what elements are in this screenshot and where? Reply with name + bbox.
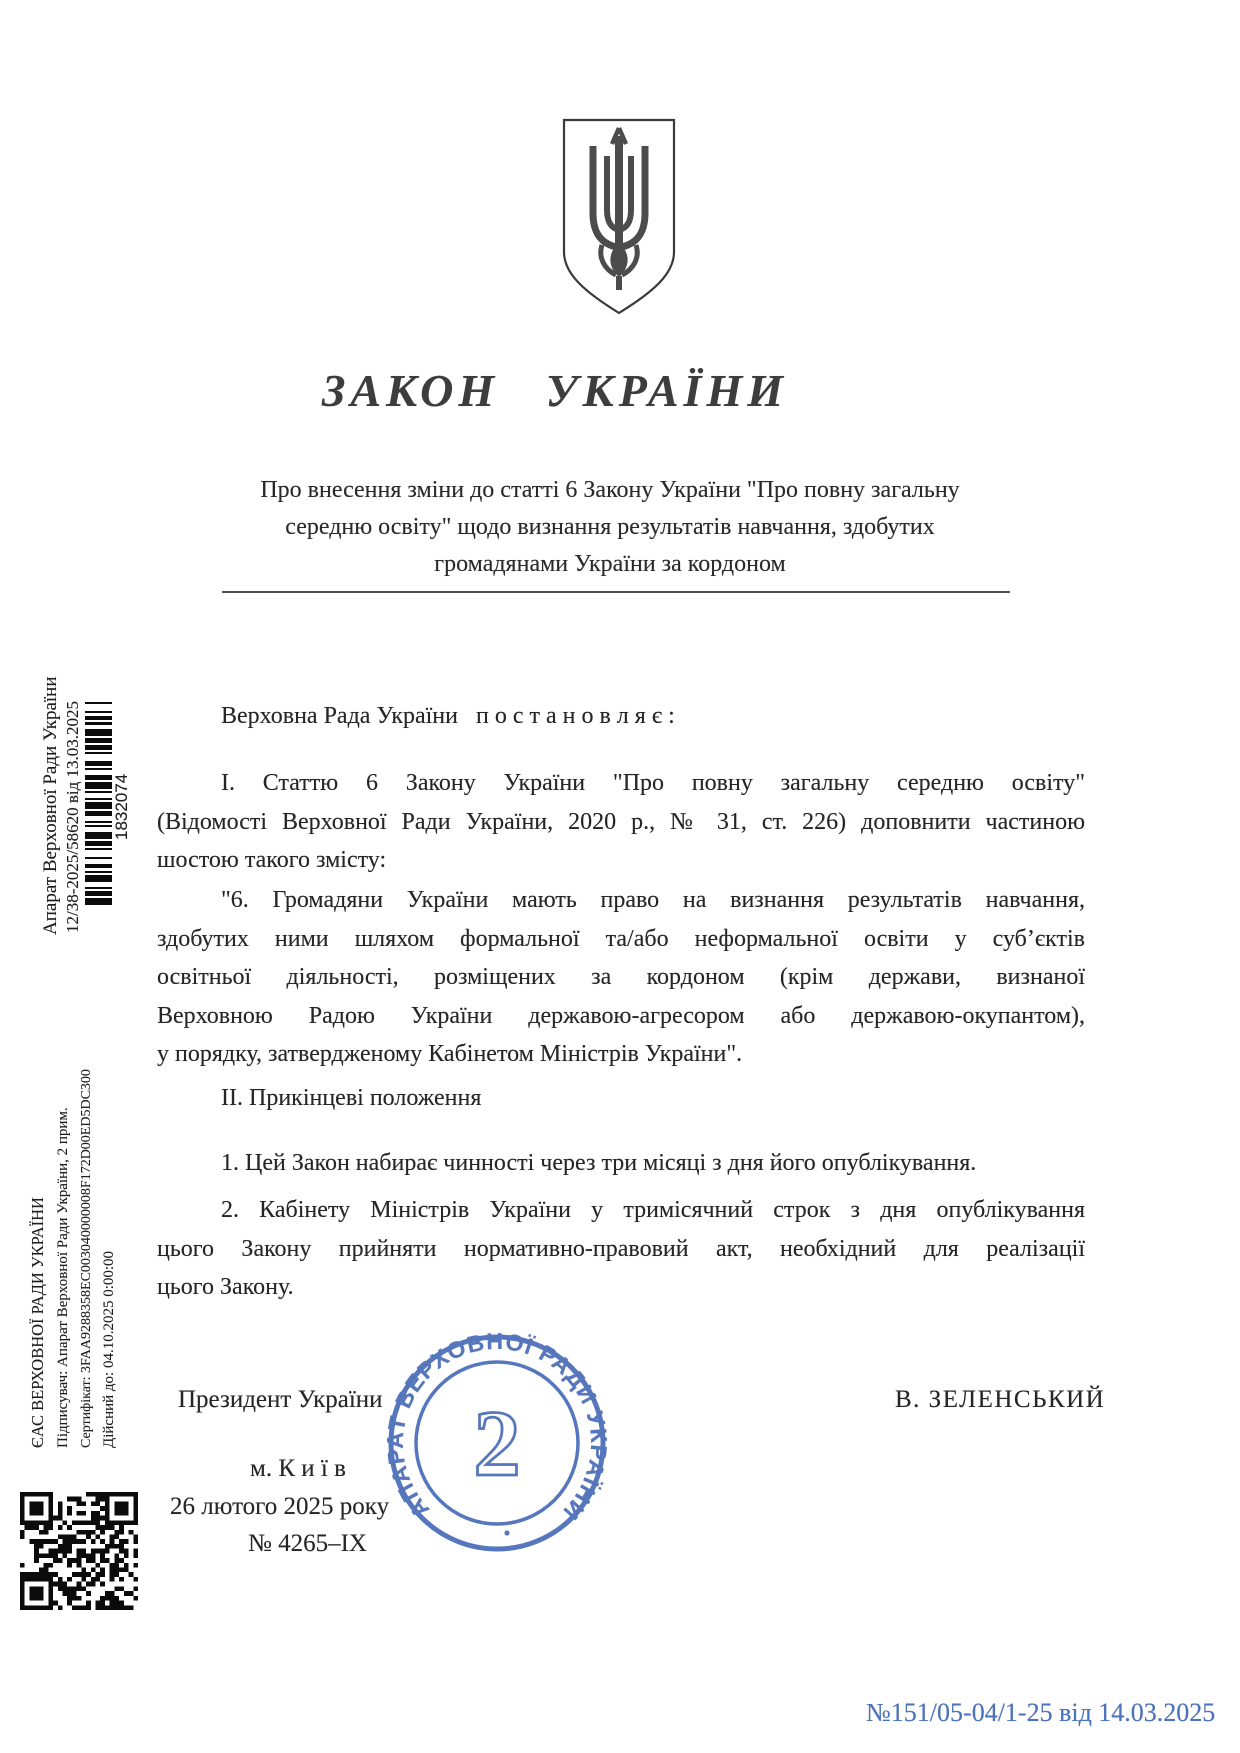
barcode-bar xyxy=(85,887,112,889)
barcode-bar xyxy=(85,850,112,857)
barcode-bar xyxy=(85,752,112,754)
barcode-bar xyxy=(85,809,112,811)
page-title: ЗАКОН УКРАЇНИ xyxy=(321,365,789,416)
barcode-bar xyxy=(85,839,112,841)
barcode-bar xyxy=(85,800,112,802)
barcode-bar xyxy=(85,811,112,816)
subtitle-line: середню освіту" щодо визнання результатів навчання, здобутих xyxy=(285,514,935,540)
paragraph-line: освітньої діяльності, розміщених за кордоном (крім держави, визнаної xyxy=(157,964,1085,990)
barcode-bar xyxy=(85,864,112,869)
barcode-bar xyxy=(85,846,112,848)
margin-validity-line: Дійсний до: 04.10.2025 0:00:00 xyxy=(101,1250,117,1448)
margin-system-line: ЄАС ВЕРХОВНОЇ РАДИ УКРАЇНИ xyxy=(28,1197,47,1448)
signature-name: В. ЗЕЛЕНСЬКИЙ xyxy=(895,1386,1106,1413)
date-line: 26 лютого 2025 року xyxy=(170,1493,390,1520)
barcode-bar xyxy=(85,816,112,821)
paragraph-new-part-6 xyxy=(157,881,1085,1074)
barcode-bar xyxy=(85,869,112,871)
barcode-bar xyxy=(85,745,112,750)
signature-role: Президент України xyxy=(178,1386,383,1413)
paragraph-line: цього Закону прийняти нормативно-правовий акт, необхідний для реалізації xyxy=(157,1235,1085,1262)
barcode-bar xyxy=(85,841,112,846)
qr-code-icon xyxy=(20,1492,138,1610)
paragraph-line: 2. Кабінету Міністрів України у тримісячний строк з дня опублікування xyxy=(221,1197,1085,1223)
subtitle-line: громадянами України за кордоном xyxy=(434,551,786,577)
stamp-copy-number: 2 xyxy=(473,1392,521,1496)
margin-certificate-line: Сертифікат: 3FAA9288358EC003040000008F172D00ED5DC300 xyxy=(79,1069,94,1448)
paragraph-line: (Відомості Верховної Ради України, 2020 р., № 31, ст. 226) доповнити частиною xyxy=(157,808,1085,835)
margin-signer-line: Підписувач: Апарат Верховної Ради України, 2 прим. xyxy=(55,1107,71,1448)
law-number: № 4265–ІХ xyxy=(248,1530,367,1557)
ukraine-trident-emblem-icon xyxy=(558,116,680,318)
barcode-bar xyxy=(85,848,112,850)
barcode-bar xyxy=(85,702,112,704)
barcode-bar xyxy=(85,871,112,873)
enactment-clause: Верховна Рада України п о с т а н о в л я є : xyxy=(221,703,675,729)
paragraph-line: Верховною Радою України державою-агресором або державою-окупантом), xyxy=(157,1002,1085,1029)
city-line: м. К и ї в xyxy=(250,1455,346,1482)
barcode-bar xyxy=(85,891,112,896)
barcode-bar xyxy=(85,827,112,832)
margin-office-line: Апарат Верховної Ради України xyxy=(40,676,61,935)
barcode-bar xyxy=(85,782,112,789)
barcode-number: 1832074 xyxy=(112,773,131,840)
footer-reference: №151/05-04/1-25 від 14.03.2025 xyxy=(866,1698,1216,1727)
barcode-bar xyxy=(85,859,112,864)
barcode-bar xyxy=(85,793,112,798)
paragraph-article-1 xyxy=(157,764,1085,880)
barcode-bar xyxy=(85,768,112,770)
paragraph-cabinet-task xyxy=(157,1191,1085,1307)
barcode-bar xyxy=(85,761,112,766)
round-stamp-icon xyxy=(375,1321,619,1565)
barcode-bar xyxy=(85,713,112,715)
barcode-bar xyxy=(85,738,112,743)
barcode-bar xyxy=(85,743,112,745)
barcode-bar xyxy=(85,754,112,761)
barcode-bar xyxy=(85,720,112,722)
barcode-icon xyxy=(85,697,112,905)
section-2-heading: ІІ. Прикінцеві положення xyxy=(221,1085,482,1111)
paragraph-line: шостою такого змісту: xyxy=(157,847,387,873)
barcode-bar xyxy=(85,736,112,738)
paragraph-line: у порядку, затвердженому Кабінетом Міністрів України". xyxy=(157,1041,743,1067)
barcode-bar xyxy=(85,766,112,768)
barcode-bar xyxy=(85,896,112,898)
stamp-ring-text: АПАРАТ ВЕРХОВНОЇ РАДИ УКРАЇНИ xyxy=(381,1327,613,1526)
barcode-bar xyxy=(85,697,112,702)
barcode-bar xyxy=(85,729,112,736)
paragraph-entry-into-force: 1. Цей Закон набирає чинності через три місяці з дня його опублікування. xyxy=(221,1150,977,1176)
stamp-separator-dot xyxy=(504,1530,509,1535)
barcode-bar xyxy=(85,882,112,887)
barcode-bar xyxy=(85,723,112,725)
subtitle-line: Про внесення зміни до статті 6 Закону України "Про повну загальну xyxy=(260,477,960,503)
barcode-bar xyxy=(85,802,112,809)
barcode-bar xyxy=(85,821,112,823)
margin-registration-number: 12/38-2025/58620 від 13.03.2025 xyxy=(63,700,82,933)
barcode-bar xyxy=(85,780,112,782)
paragraph-line: здобутих ними шляхом формальної та/або неформальної освіти у суб’єктів xyxy=(157,925,1085,952)
barcode-bar xyxy=(85,873,112,875)
barcode-bar xyxy=(85,823,112,825)
barcode-bar xyxy=(85,789,112,791)
barcode-bar xyxy=(85,898,112,905)
paragraph-line: І. Статтю 6 Закону України "Про повну загальну середню освіту" xyxy=(221,770,1085,796)
barcode-bar xyxy=(85,704,112,711)
barcode-bar xyxy=(85,875,112,882)
paragraph-line: "6. Громадяни України мають право на визнання результатів навчання, xyxy=(221,887,1085,913)
barcode-bar xyxy=(85,750,112,752)
barcode-bar xyxy=(85,770,112,775)
barcode-bar xyxy=(85,825,112,827)
subtitle-divider xyxy=(222,591,1010,593)
barcode-bar xyxy=(85,857,112,859)
barcode-bar xyxy=(85,711,112,713)
barcode-bar xyxy=(85,791,112,793)
barcode-bar xyxy=(85,889,112,891)
paragraph-line: цього Закону. xyxy=(157,1274,294,1300)
barcode-bar xyxy=(85,775,112,780)
barcode-bar xyxy=(85,832,112,839)
law-subtitle xyxy=(115,472,1105,583)
barcode-bar xyxy=(85,798,112,800)
barcode-bar xyxy=(85,725,112,730)
barcode-bar xyxy=(85,716,112,721)
